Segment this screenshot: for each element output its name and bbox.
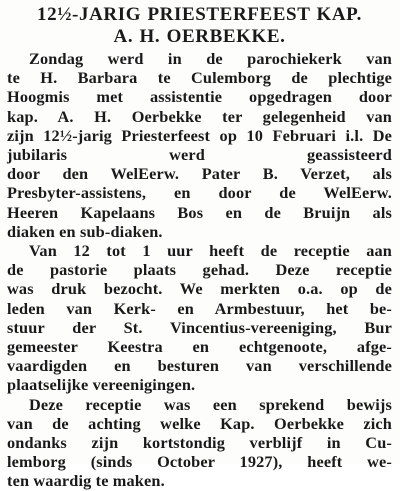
text-line: door den WelEerw. Pater B. Verzet, als xyxy=(7,164,392,184)
article-body xyxy=(7,49,392,491)
text-line: Presbyter-assistens, en door de WelEerw. xyxy=(7,183,392,203)
text-line: Zondag werd in de parochiekerk van xyxy=(29,49,392,68)
text-line: vaardigden en besturen van verschillende xyxy=(7,356,392,376)
text-line: leden van Kerk- en Armbestuur, het be- xyxy=(7,298,392,318)
text-line: plaatselijke vereenigingen. xyxy=(7,375,196,395)
text-line: Van 12 tot 1 uur heeft de receptie aan xyxy=(29,241,392,261)
text-line: diaken en sub-diaken. xyxy=(7,221,163,241)
text-line: stuur der St. Vincentius-vereeniging, Bur xyxy=(7,317,392,337)
text-line: Deze receptie was een sprekend bewijs xyxy=(29,394,392,414)
text-line: kap. A. H. Oerbekke ter gelegenheid van xyxy=(7,106,392,126)
headline-line-2: A. H. OERBEKKE. xyxy=(113,26,286,47)
text-line: van de achting welke Kap. Oerbekke zich xyxy=(7,413,392,433)
headline-line-1: 12½-JARIG PRIESTERFEEST KAP. xyxy=(37,4,362,25)
text-line: zijn 12½-jarig Priesterfeest op 10 Februari i.l. De jubilaris werd geassisteerd xyxy=(7,125,392,165)
paragraph-1 xyxy=(7,49,392,241)
text-line: ondanks zijn kortstondig verblijf in Cu- xyxy=(7,433,392,453)
text-line: de pastorie plaats gehad. Deze receptie xyxy=(7,260,392,280)
text-line: Heeren Kapelaans Bos en de Bruijn als xyxy=(7,202,392,222)
text-line: ten waardig te maken. xyxy=(7,471,165,491)
paragraph-2 xyxy=(7,241,392,395)
text-line: te H. Barbara te Culemborg de plechtige xyxy=(7,68,392,88)
text-line: gemeester Keestra en echtgenoote, afge- xyxy=(7,337,392,357)
text-line: lemborg (sinds October 1927), heeft we- xyxy=(7,452,392,472)
paragraph-3 xyxy=(7,395,392,491)
headline xyxy=(7,4,392,48)
text-line: was druk bezocht. We merkten o.a. op de xyxy=(7,279,392,299)
text-line: Hoogmis met assistentie opgedragen door xyxy=(7,87,392,107)
